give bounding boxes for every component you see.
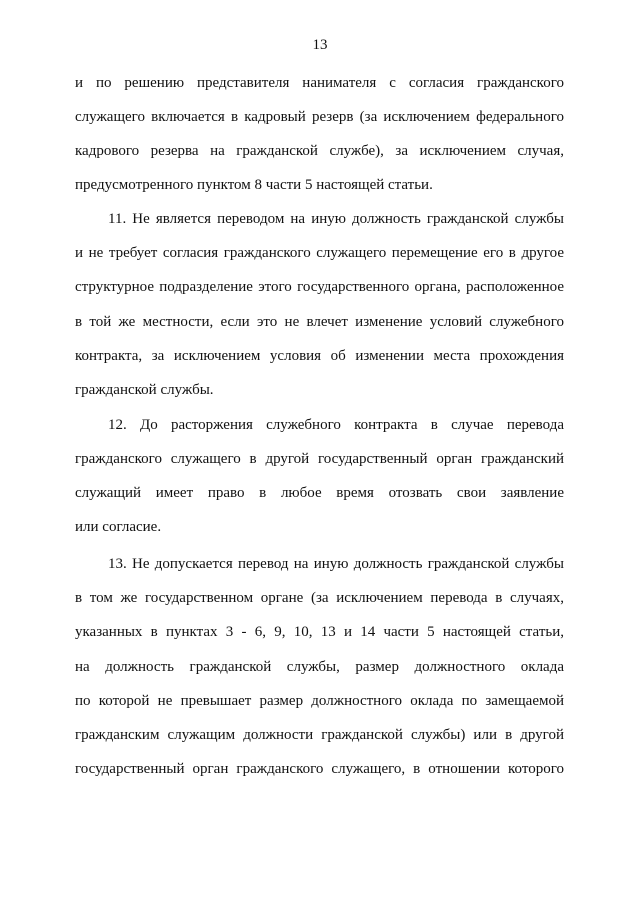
text-line: гражданским служащим должности гражданской службы) или в другой	[75, 727, 564, 743]
text-line: служащий имеет право в любое время отозвать свои заявление	[75, 485, 564, 501]
text-line: гражданской службы.	[75, 382, 214, 398]
text-line: или согласие.	[75, 519, 162, 535]
paragraph-12-first-line: 12. До расторжения служебного контракта в случае перевода	[108, 417, 564, 433]
text-line: контракта, за исключением условия об изменении места прохождения	[75, 348, 564, 364]
text-line: в том же государственном органе (за исключением перевода в случаях,	[75, 590, 564, 606]
page-number: 13	[312, 37, 328, 53]
text-line: служащего включается в кадровый резерв (за исключением федерального	[75, 109, 564, 125]
text-line: предусмотренного пунктом 8 части 5 настоящей статьи.	[75, 177, 433, 193]
paragraph-11-first-line: 11. Не является переводом на иную должность гражданской службы	[108, 211, 564, 227]
text-line: кадрового резерва на гражданской службе), за исключением случая,	[75, 143, 564, 159]
text-line: и не требует согласия гражданского служащего перемещение его в другое	[75, 245, 564, 261]
text-line: по которой не превышает размер должностного оклада по замещаемой	[75, 693, 564, 709]
paragraph-13-first-line: 13. Не допускается перевод на иную должность гражданской службы	[108, 556, 564, 572]
text-line: и по решению представителя нанимателя с согласия гражданского	[75, 75, 564, 91]
text-line: государственный орган гражданского служащего, в отношении которого	[75, 761, 564, 777]
text-line: структурное подразделение этого государственного органа, расположенное	[75, 279, 564, 295]
text-line: гражданского служащего в другой государственный орган гражданский	[75, 451, 564, 467]
text-line: на должность гражданской службы, размер должностного оклада	[75, 659, 564, 675]
text-line: в той же местности, если это не влечет изменение условий служебного	[75, 314, 564, 330]
text-line: указанных в пунктах 3 - 6, 9, 10, 13 и 14 части 5 настоящей статьи,	[75, 624, 564, 640]
